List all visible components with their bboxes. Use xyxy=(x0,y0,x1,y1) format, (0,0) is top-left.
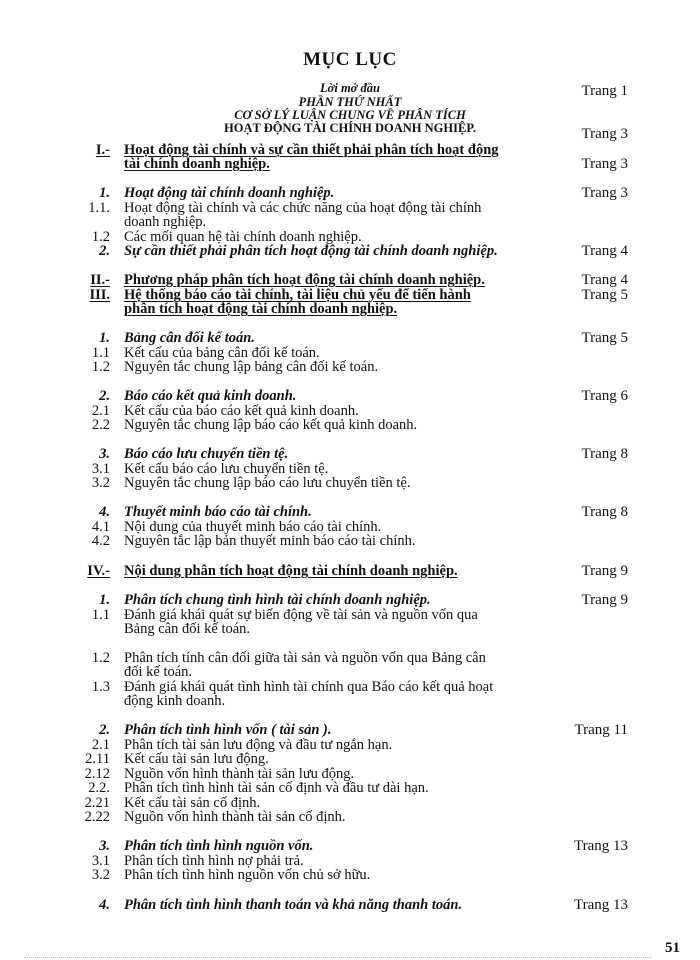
page-ref: Trang 9 xyxy=(581,592,628,608)
toc-number: 4. xyxy=(99,504,110,520)
toc-number: 4. xyxy=(99,897,110,913)
toc-number: I.- xyxy=(95,142,110,158)
toc-number: 1.2 xyxy=(91,359,110,375)
toc-number: 2.2. xyxy=(88,780,110,796)
page-ref: Trang 4 xyxy=(581,272,628,288)
toc-entry-cont: phân tích hoạt động tài chính doanh nghiệp. xyxy=(124,301,398,317)
toc-entry: Hệ thống báo cáo tài chính, tài liệu chủ yếu để tiến hành xyxy=(124,287,471,303)
toc-entry: Nội dung phân tích hoạt động tài chính doanh nghiệp. xyxy=(124,563,458,579)
toc-entry: Kết cấu tài sản cố định. xyxy=(124,795,261,811)
toc-number: 2.1 xyxy=(91,737,110,753)
toc-entry: Hoạt động tài chính và sự cần thiết phải phân tích hoạt động xyxy=(124,142,499,158)
toc-number: 1.1 xyxy=(91,345,110,361)
page-ref: Trang 3 xyxy=(581,185,628,201)
page-ref: Trang 3 xyxy=(581,156,628,172)
toc-number: 1.1 xyxy=(91,607,110,623)
toc-number: 2.11 xyxy=(85,751,110,767)
preface-title: Lời mở đầu xyxy=(320,81,380,95)
toc-entry: Phân tích tình hình vốn ( tài sản ). xyxy=(124,722,332,738)
toc-entry: Đánh giá khái quát tình hình tài chính qua Báo cáo kết quả hoạt xyxy=(124,679,494,695)
toc-entry: Nguyên tắc chung lập bảng cân đối kế toán. xyxy=(124,359,379,375)
page-ref: Trang 8 xyxy=(581,446,628,462)
page-ref: Trang 5 xyxy=(581,330,628,346)
toc-entry: Bảng cân đối kế toán. xyxy=(124,330,255,346)
page-ref: Trang 13 xyxy=(573,897,628,913)
toc-entry: Sự cần thiết phải phân tích hoạt động tài chính doanh nghiệp. xyxy=(124,243,498,259)
part-heading-2: CƠ SỞ LÝ LUẬN CHUNG VỀ PHÂN TÍCH xyxy=(234,108,466,122)
toc-number: 3. xyxy=(99,446,110,462)
page-ref: Trang 6 xyxy=(581,388,628,404)
toc-entry: Báo cáo kết quả kinh doanh. xyxy=(124,388,297,404)
toc-entry: Phân tích tính cân đối giữa tài sản và nguồn vốn qua Bảng cân xyxy=(124,650,486,666)
toc-number: 4.1 xyxy=(91,519,110,535)
toc-entry: Phân tích chung tình hình tài chính doanh nghiệp. xyxy=(124,592,431,608)
part-heading-3: HOẠT ĐỘNG TÀI CHÍNH DOANH NGHIỆP. xyxy=(224,121,476,135)
toc-entry: Phân tích tình hình tài sản cố định và đầu tư dài hạn. xyxy=(124,780,429,796)
toc-number: 3. xyxy=(99,838,110,854)
page-ref: Trang 11 xyxy=(574,722,628,738)
page-ref: Trang 13 xyxy=(573,838,628,854)
toc-number: 1.3 xyxy=(91,679,110,695)
part-heading-1: PHẦN THỨ NHẤT xyxy=(298,95,402,109)
page-title: MỤC LỤC xyxy=(303,49,397,70)
toc-number: 2. xyxy=(99,722,110,738)
toc-entry: Kết cấu tài sản lưu động. xyxy=(124,751,269,767)
toc-entry: Đánh giá khái quát sự biến động về tài sản và nguồn vốn qua xyxy=(124,607,478,623)
toc-number: 1. xyxy=(99,330,110,346)
toc-entry: Phân tích tình hình nguồn vốn chủ sở hữu. xyxy=(124,867,371,883)
page-ref: Trang 1 xyxy=(581,83,628,99)
toc-number: 4.2 xyxy=(91,533,110,549)
toc-number: 1.2 xyxy=(91,229,110,245)
toc-entry: Hoạt động tài chính và các chức năng của hoạt động tài chính xyxy=(124,200,482,216)
toc-entry-cont: doanh nghiệp. xyxy=(124,214,207,230)
page-ref: Trang 3 xyxy=(581,126,628,142)
toc-number: 3.2 xyxy=(91,867,110,883)
toc-entry: Hoạt động tài chính doanh nghiệp. xyxy=(124,185,335,201)
toc-number: 2.22 xyxy=(84,809,110,825)
toc-entry: Các mối quan hệ tài chính doanh nghiệp. xyxy=(124,229,362,245)
toc-number: 2. xyxy=(99,388,110,404)
page-ref: Trang 4 xyxy=(581,243,628,259)
toc-number: III. xyxy=(89,287,110,303)
page-ref: Trang 9 xyxy=(581,563,628,579)
toc-number: 1. xyxy=(99,185,110,201)
toc-entry: Nguồn vốn hình thành tài sản lưu động. xyxy=(124,766,355,782)
toc-entry: Phân tích tình hình thanh toán và khả năng thanh toán. xyxy=(124,897,463,913)
toc-number: 2.2 xyxy=(91,417,110,433)
page-ref: Trang 5 xyxy=(581,287,628,303)
toc-number: IV.- xyxy=(87,563,110,579)
toc-entry: Phân tích tình hình nợ phải trả. xyxy=(124,853,304,869)
toc-entry: Phân tích tài sản lưu động và đầu tư ngắn hạn. xyxy=(124,737,393,753)
toc-entry: Nguyên tắc chung lập báo cáo kết quả kinh doanh. xyxy=(124,417,418,433)
toc-number: 1.1. xyxy=(88,200,110,216)
toc-number: 2.12 xyxy=(84,766,110,782)
toc-entry: Kết cấu của bảng cân đối kế toán. xyxy=(124,345,320,361)
toc-entry: Báo cáo lưu chuyển tiền tệ. xyxy=(124,446,289,462)
toc-number: 2.1 xyxy=(91,403,110,419)
toc-entry: Thuyết minh báo cáo tài chính. xyxy=(124,504,312,520)
page-number: 51 xyxy=(665,940,680,956)
toc-number: 3.2 xyxy=(91,475,110,491)
page-ref: Trang 8 xyxy=(581,504,628,520)
toc-entry-cont: động kinh doanh. xyxy=(124,693,226,709)
toc-number: 2.21 xyxy=(84,795,110,811)
toc-entry: Nội dung của thuyết minh báo cáo tài chính. xyxy=(124,519,382,535)
toc-number: 3.1 xyxy=(91,461,110,477)
toc-number: II.- xyxy=(90,272,110,288)
toc-entry: Nguồn vốn hình thành tài sản cố định. xyxy=(124,809,346,825)
toc-entry-cont: đối kế toán. xyxy=(124,664,193,680)
toc-entry: Kết cấu của báo cáo kết quả kinh doanh. xyxy=(124,403,359,419)
toc-entry: Phân tích tình hình nguồn vốn. xyxy=(124,838,314,854)
footer-divider xyxy=(24,957,652,958)
toc-entry-cont: tài chính doanh nghiệp. xyxy=(124,156,270,172)
toc-entry: Nguyên tắc lập bản thuyết minh báo cáo tài chính. xyxy=(124,533,416,549)
toc-number: 2. xyxy=(99,243,110,259)
toc-entry: Kết cấu báo cáo lưu chuyển tiền tệ. xyxy=(124,461,329,477)
toc-entry: Nguyên tắc chung lập báo cáo lưu chuyển tiền tệ. xyxy=(124,475,411,491)
toc-number: 1.2 xyxy=(91,650,110,666)
toc-number: 3.1 xyxy=(91,853,110,869)
toc-entry: Phương pháp phân tích hoạt động tài chính doanh nghiệp. xyxy=(124,272,485,288)
toc-entry-cont: Bảng cân đối kế toán. xyxy=(124,621,251,637)
toc-number: 1. xyxy=(99,592,110,608)
